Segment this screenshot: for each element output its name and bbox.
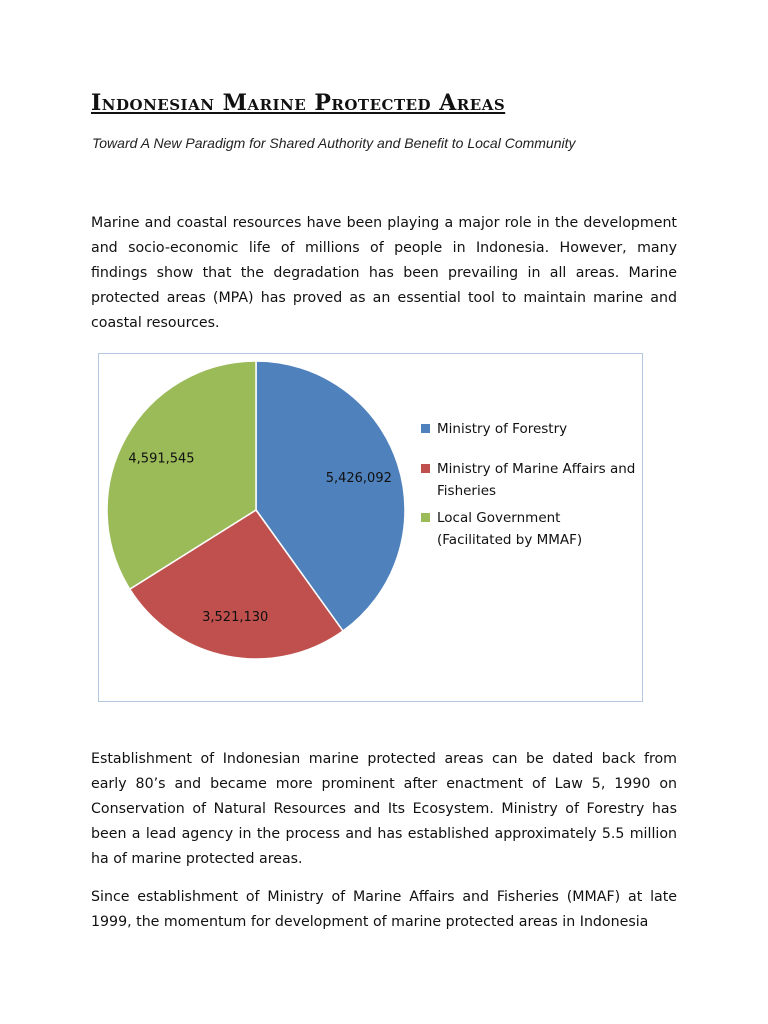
document-subtitle: Toward A New Paradigm for Shared Authority and Benefit to Local Community bbox=[92, 135, 576, 151]
legend-item-ministry-of-forestry bbox=[421, 418, 636, 440]
legend-swatch bbox=[421, 464, 430, 473]
pie-chart bbox=[98, 353, 643, 702]
legend-item-local-government-facilitated-by-mmaf bbox=[421, 507, 636, 551]
pie-data-label-local-government-facilitated-by-mmaf: 4,591,545 bbox=[128, 451, 195, 467]
paragraph-mmaf: Since establishment of Ministry of Marine Affairs and Fisheries (MMAF) at late 1999, the momentum for development of marine protected areas in Indonesia bbox=[91, 889, 677, 930]
pie-data-label-ministry-of-marine-affairs-and-fisheries: 3,521,130 bbox=[202, 609, 269, 625]
legend-label: Ministry of Forestry bbox=[437, 421, 568, 437]
legend-label: Local Government (Facilitated by MMAF) bbox=[437, 510, 583, 548]
legend-swatch bbox=[421, 424, 430, 433]
legend-swatch bbox=[421, 513, 430, 522]
document-title: Indonesian Marine Protected Areas bbox=[91, 90, 506, 116]
paragraph-history: Establishment of Indonesian marine protected areas can be dated back from early 80’s and became more prominent after enactment of Law 5, 1990 on Conservation of Natural Resources and Its Ecosystem. Ministry of Forestry has been a lead agency in the process and has established approximately 5.5 million ha of marine protected areas. bbox=[91, 751, 677, 867]
chart-legend bbox=[421, 418, 636, 556]
pie-data-label-ministry-of-forestry: 5,426,092 bbox=[325, 470, 392, 486]
paragraph-intro: Marine and coastal resources have been playing a major role in the development and socio-economic life of millions of people in Indonesia. However, many findings show that the degradation has been prevailing in all areas. Marine protected areas (MPA) has proved as an essential tool to maintain marine and coastal resources. bbox=[91, 215, 677, 331]
legend-label: Ministry of Marine Affairs and Fisheries bbox=[437, 461, 636, 499]
legend-item-ministry-of-marine-affairs-and-fisheries bbox=[421, 458, 636, 502]
